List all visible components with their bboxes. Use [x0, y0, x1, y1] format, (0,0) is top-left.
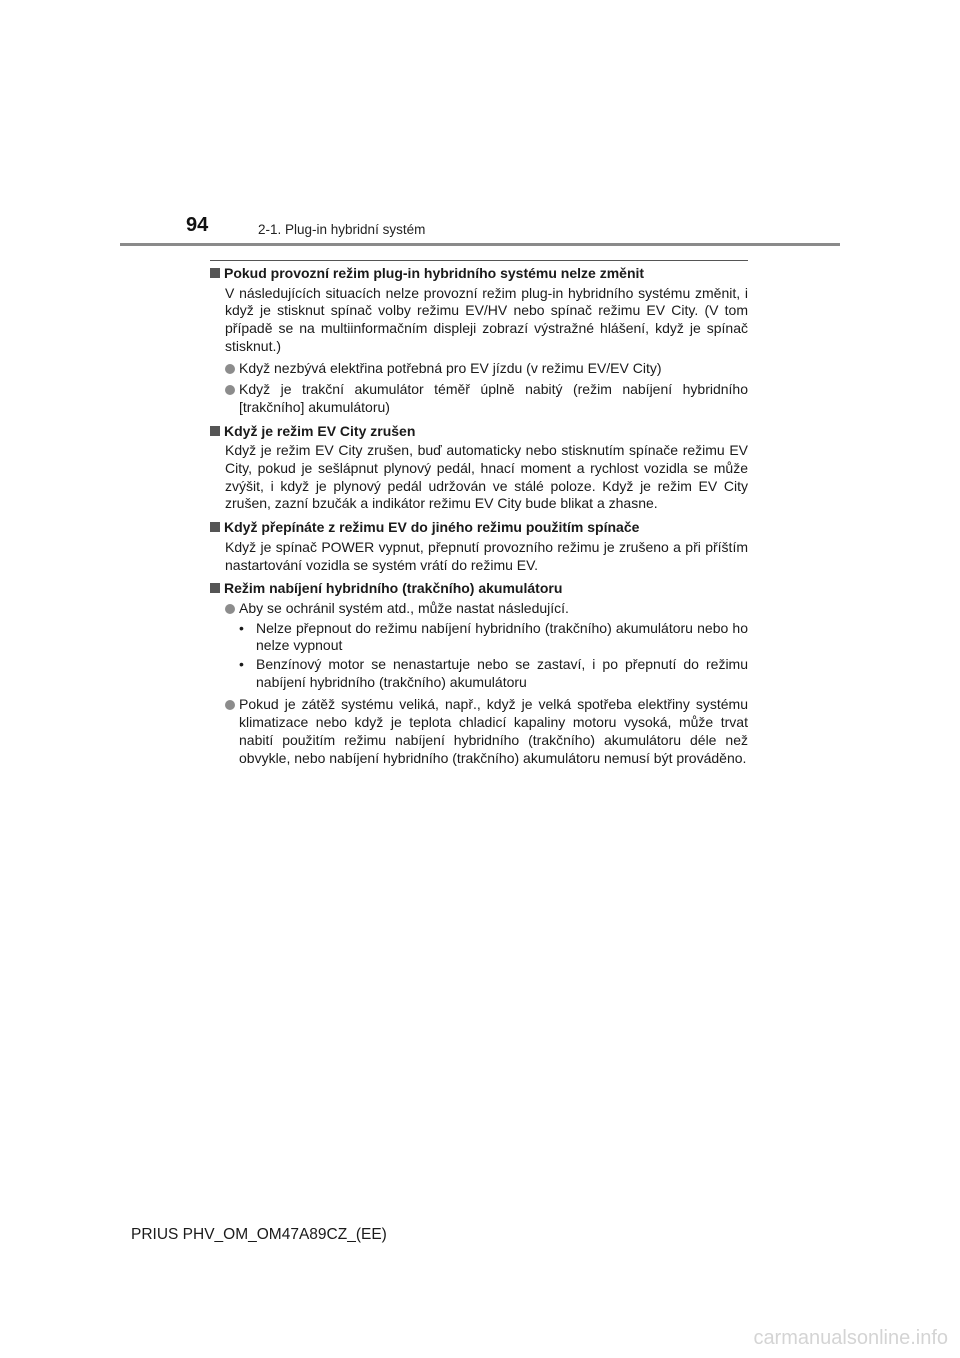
- heading-text: Režim nabíjení hybridního (trakčního) akumulátoru: [224, 580, 563, 597]
- section-paragraph: V následujících situacích nelze provozní režim plug-in hybridního systému změnit, i když je stisknut spínač volby režimu EV/HV nebo spínač režimu EV City. (V tom případě se na multiinformačním displeji zobrazí výstražné hlášení, když je spínač stisknut.): [225, 284, 748, 354]
- list-item: [225, 381, 748, 416]
- section-ev-city-cancel: [210, 423, 748, 514]
- list-item-text: Aby se ochránil systém atd., může nastat následující.: [239, 599, 569, 616]
- sub-list-item-text: Nelze přepnout do režimu nabíjení hybridního (trakčního) akumulátoru nebo ho nelze vypnout: [256, 619, 748, 654]
- sub-list-item-text: Benzínový motor se nenastartuje nebo se zastaví, i po přepnutí do režimu nabíjení hybridního (trakčního) akumulátoru: [256, 656, 748, 690]
- section-battery-charge: [210, 580, 748, 767]
- heading-text: Když přepínáte z režimu EV do jiného režimu použitím spínače: [224, 519, 640, 536]
- square-bullet-icon: [210, 522, 220, 532]
- dot-bullet-icon: •: [239, 619, 244, 636]
- page-number: 94: [186, 214, 209, 236]
- square-bullet-icon: [210, 426, 220, 436]
- circle-bullet-icon: [225, 604, 235, 614]
- section-mode-change: [210, 265, 748, 417]
- watermark: carmanualsonline.info: [753, 1327, 948, 1349]
- square-bullet-icon: [210, 268, 220, 278]
- heading-text: Pokud provozní režim plug-in hybridního systému nelze změnit: [224, 265, 645, 281]
- sub-list-item: [225, 620, 748, 655]
- list-item-body: [239, 600, 748, 693]
- section-heading: [210, 580, 748, 598]
- header-rule: [120, 243, 840, 246]
- sub-list: [239, 620, 748, 692]
- list-item: [225, 600, 748, 693]
- section-heading: [210, 265, 748, 283]
- section-heading: [210, 423, 748, 441]
- circle-bullet-icon: [225, 364, 235, 374]
- heading-text: Když je režim EV City zrušen: [224, 422, 416, 439]
- content-top-rule: [210, 260, 748, 261]
- list-item-text: Pokud je zátěž systému veliká, např., když je velká spotřeba elektřiny systému klimatizace nebo když je teplota chladicí kapaliny motoru vysoká, může trvat nabití použitím režimu nabíjení hybridního (trakčního) akumulátoru déle než obvykle, nebo nabíjení hybridního (trakčního) akumulátoru nemusí být prováděno.: [239, 696, 748, 766]
- sub-list-item: [225, 656, 748, 691]
- section-heading: [210, 519, 748, 537]
- section-ev-switch: [210, 519, 748, 574]
- page-content: [210, 265, 748, 773]
- circle-bullet-icon: [225, 385, 235, 395]
- section-paragraph: Když je režim EV City zrušen, buď automaticky nebo stisknutím spínače režimu EV City, pokud je sešlápnut plynový pedál, hnací moment a rychlost vozidla se může zvýšit, i když je plynový pedál udržován ve stálé poloze. Když je režim EV City zrušen, zazní bzučák a indikátor režimu EV City bude blikat a zhasne.: [225, 442, 748, 512]
- list-item-text: Když je trakční akumulátor téměř úplně nabitý (režim nabíjení hybridního [trakčního] akumulátoru): [239, 381, 748, 415]
- list-item: [225, 696, 748, 767]
- list-item: [225, 360, 748, 378]
- dot-bullet-icon: •: [239, 656, 244, 673]
- square-bullet-icon: [210, 583, 220, 593]
- document-code: PRIUS PHV_OM_OM47A89CZ_(EE): [131, 1226, 387, 1243]
- circle-bullet-icon: [225, 700, 235, 710]
- list-item-text: Když nezbývá elektřina potřebná pro EV jízdu (v režimu EV/EV City): [239, 359, 662, 376]
- section-paragraph: Když je spínač POWER vypnut, přepnutí provozního režimu je zrušeno a při příštím nastartování vozidla se systém vrátí do režimu EV.: [225, 538, 748, 573]
- section-title: 2-1. Plug-in hybridní systém: [258, 222, 426, 237]
